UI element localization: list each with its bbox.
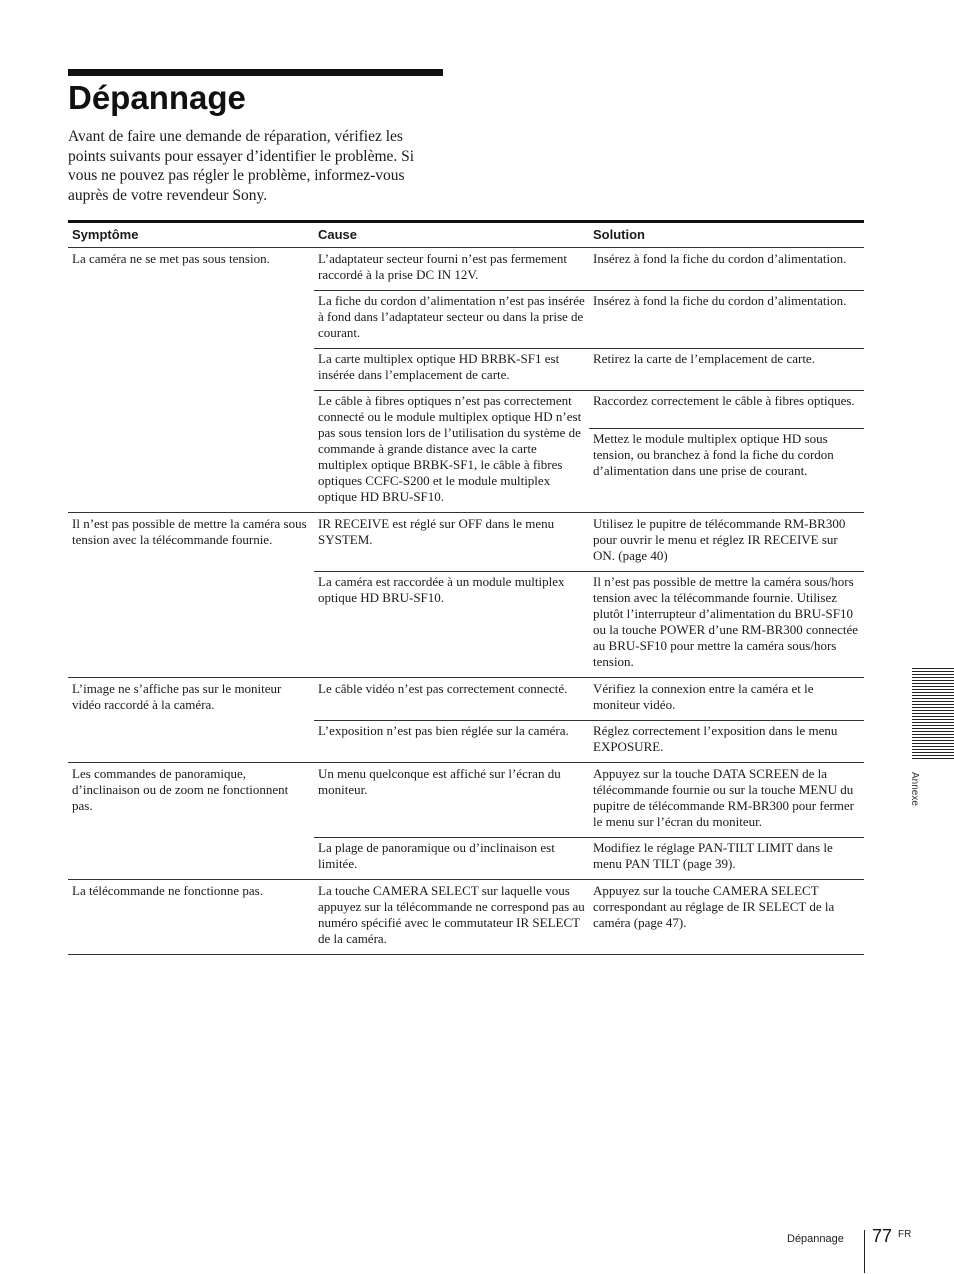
symptom-cell: L’image ne s’affiche pas sur le moniteur vidéo raccordé à la caméra. xyxy=(68,678,314,763)
cause-cell: L’exposition n’est pas bien réglée sur la caméra. xyxy=(314,721,589,763)
symptom-cell: La télécommande ne fonctionne pas. xyxy=(68,880,314,955)
solution-cell: Modifiez le réglage PAN-TILT LIMIT dans le menu PAN TILT (page 39). xyxy=(589,838,864,880)
solution-cell: Appuyez sur la touche CAMERA SELECT correspondant au réglage de IR SELECT de la caméra (page 47). xyxy=(589,880,864,955)
side-section-label: Annexe xyxy=(909,772,920,806)
solution-cell: Insérez à fond la fiche du cordon d’alimentation. xyxy=(589,291,864,349)
table-row xyxy=(68,880,864,955)
table-row xyxy=(68,763,864,838)
table-row xyxy=(68,513,864,572)
table-body xyxy=(68,248,864,955)
solution-cell: Réglez correctement l’exposition dans le menu EXPOSURE. xyxy=(589,721,864,763)
footer-section-label: Dépannage xyxy=(787,1233,844,1245)
page-language: FR xyxy=(898,1229,912,1240)
cause-cell: La carte multiplex optique HD BRBK-SF1 est insérée dans l’emplacement de carte. xyxy=(314,349,589,391)
page-number: 77 xyxy=(872,1226,893,1246)
section-tab-marker xyxy=(912,668,954,761)
table-row xyxy=(68,678,864,721)
cause-cell: Un menu quelconque est affiché sur l’écran du moniteur. xyxy=(314,763,589,838)
solution-cell: Insérez à fond la fiche du cordon d’alimentation. xyxy=(589,248,864,291)
title-rule xyxy=(68,69,443,76)
solution-cell: Mettez le module multiplex optique HD sous tension, ou branchez à fond la fiche du cordon d’alimentation dans une prise de courant. xyxy=(589,428,864,512)
table-header-row xyxy=(68,222,864,248)
header-cause: Cause xyxy=(314,222,589,248)
cause-cell: La fiche du cordon d’alimentation n’est pas insérée à fond dans l’adaptateur secteur ou dans la prise de courant. xyxy=(314,291,589,349)
solution-cell: Il n’est pas possible de mettre la caméra sous/hors tension avec la télécommande fournie. Utilisez plutôt l’interrupteur d’alimentation du BRU-SF10 ou la touche POWER d’une RM-BR300 connectée au BRU-SF10 pour mettre la caméra sous/hors tension. xyxy=(589,572,864,678)
solution-cell: Utilisez le pupitre de télécommande RM-BR300 pour ouvrir le menu et réglez IR RECEIVE sur ON. (page 40) xyxy=(589,513,864,572)
cause-cell: La plage de panoramique ou d’inclinaison est limitée. xyxy=(314,838,589,880)
symptom-cell: Il n’est pas possible de mettre la caméra sous tension avec la télécommande fournie. xyxy=(68,513,314,678)
header-symptom: Symptôme xyxy=(68,222,314,248)
cause-cell: Le câble à fibres optiques n’est pas correctement connecté ou le module multiplex optique HD n’est pas sous tension lors de l’utilisation du système de commande à grande distance avec la carte multiplex optique BRBK-SF1, le câble à fibres optiques CCFC-S200 et le module multiplex optique HD BRU-SF10. xyxy=(314,391,589,513)
intro-paragraph: Avant de faire une demande de réparation, vérifiez les points suivants pour essayer d’identifier le problème. Si vous ne pouvez pas régler le problème, informez-vous auprès de votre revendeur Sony. xyxy=(68,128,415,204)
symptom-cell: La caméra ne se met pas sous tension. xyxy=(68,248,314,513)
solution-cell: Raccordez correctement le câble à fibres optiques. xyxy=(589,391,864,429)
solution-cell: Vérifiez la connexion entre la caméra et le moniteur vidéo. xyxy=(589,678,864,721)
table-row xyxy=(68,248,864,291)
solution-cell: Appuyez sur la touche DATA SCREEN de la télécommande fournie ou sur la touche MENU du pupitre de télécommande RM-BR300 pour fermer le menu sur l’écran du moniteur. xyxy=(589,763,864,838)
troubleshooting-table xyxy=(68,220,864,955)
footer-rule xyxy=(864,1230,865,1273)
header-solution: Solution xyxy=(589,222,864,248)
cause-cell: La touche CAMERA SELECT sur laquelle vous appuyez sur la télécommande ne correspond pas au numéro spécifié avec le commutateur IR SELECT de la caméra. xyxy=(314,880,589,955)
cause-cell: IR RECEIVE est réglé sur OFF dans le menu SYSTEM. xyxy=(314,513,589,572)
cause-cell: La caméra est raccordée à un module multiplex optique HD BRU-SF10. xyxy=(314,572,589,678)
cause-cell: Le câble vidéo n’est pas correctement connecté. xyxy=(314,678,589,721)
solution-cell: Retirez la carte de l’emplacement de carte. xyxy=(589,349,864,391)
cause-cell: L’adaptateur secteur fourni n’est pas fermement raccordé à la prise DC IN 12V. xyxy=(314,248,589,291)
symptom-cell: Les commandes de panoramique, d’inclinaison ou de zoom ne fonctionnent pas. xyxy=(68,763,314,880)
page-title: Dépannage xyxy=(68,79,246,116)
